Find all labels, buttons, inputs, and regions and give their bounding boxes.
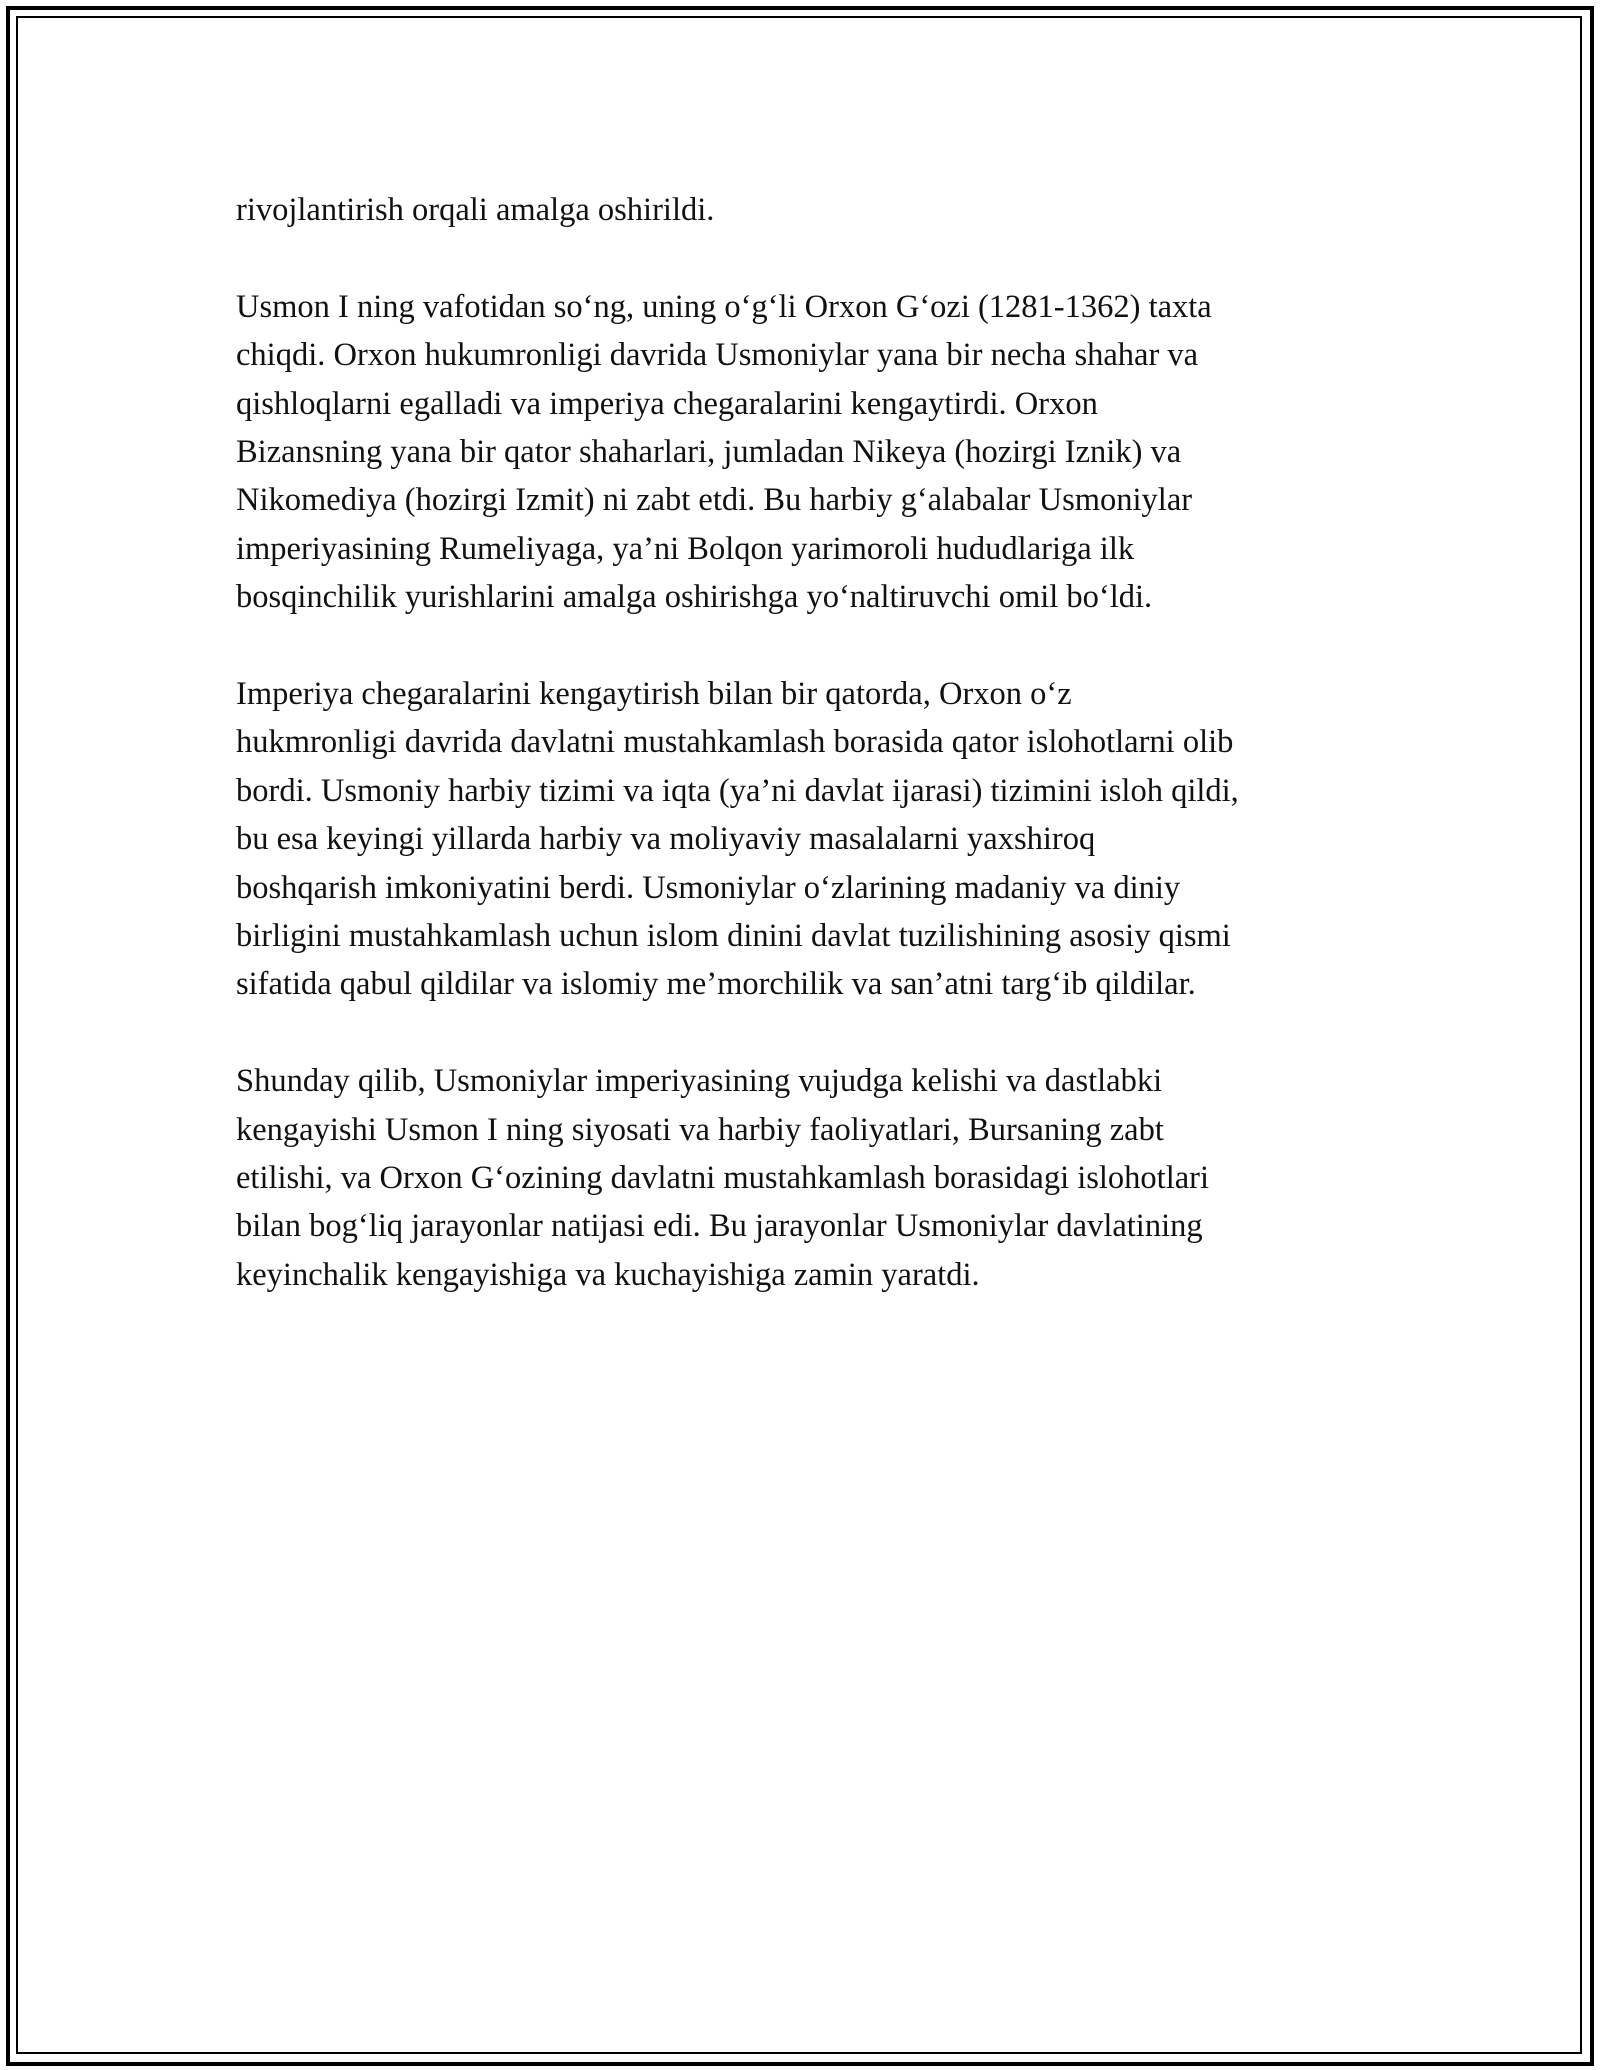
text-line: Usmon I ning vafotidan so‘ng, uning o‘g‘li Orxon G‘ozi (1281-1362) taxta — [236, 288, 1212, 325]
text-line: etilishi, va Orxon G‘ozining davlatni mustahkamlash borasidagi islohotlari — [236, 1160, 1210, 1197]
paragraph-1 — [236, 186, 1376, 234]
text-line: sifatida qabul qildilar va islomiy me’morchilik va san’atni targ‘ib qildilar. — [236, 966, 1196, 1003]
text-line: chiqdi. Orxon hukumronligi davrida Usmoniylar yana bir necha shahar va — [236, 337, 1199, 374]
text-line: hukmronligi davrida davlatni mustahkamlash borasida qator islohotlarni olib — [236, 724, 1234, 761]
paragraph-3 — [236, 670, 1376, 1009]
text-line: rivojlantirish orqali amalga oshirildi. — [236, 192, 715, 228]
text-line: boshqarish imkoniyatini berdi. Usmoniylar o‘zlarining madaniy va diniy — [236, 869, 1181, 906]
text-line: bu esa keyingi yillarda harbiy va moliyaviy masalalarni yaxshiroq — [236, 821, 1096, 858]
text-line: bilan bog‘liq jarayonlar natijasi edi. Bu jarayonlar Usmoniylar davlatining — [236, 1208, 1203, 1245]
text-line: bosqinchilik yurishlarini amalga oshirishga yo‘naltiruvchi omil bo‘ldi. — [236, 579, 1153, 616]
text-line: Imperiya chegaralarini kengaytirish bilan bir qatorda, Orxon o‘z — [236, 676, 1072, 713]
paragraph-4 — [236, 1057, 1376, 1299]
text-line: bordi. Usmoniy harbiy tizimi va iqta (ya’ni davlat ijarasi) tizimini isloh qildi, — [236, 772, 1239, 809]
text-line: Nikomediya (hozirgi Izmit) ni zabt etdi. Bu harbiy g‘alabalar Usmoniylar — [236, 482, 1193, 519]
document-body — [236, 186, 1376, 1348]
text-line: qishloqlarni egalladi va imperiya chegaralarini kengaytirdi. Orxon — [236, 385, 1098, 422]
text-line: Bizansning yana bir qator shaharlari, jumladan Nikeya (hozirgi Iznik) va — [236, 434, 1182, 471]
text-line: Shunday qilib, Usmoniylar imperiyasining vujudga kelishi va dastlabki — [236, 1063, 1163, 1100]
text-line: birligini mustahkamlash uchun islom dinini davlat tuzilishining asosiy qismi — [236, 918, 1231, 955]
paragraph-2 — [236, 283, 1376, 622]
text-line: imperiyasining Rumeliyaga, ya’ni Bolqon yarimoroli hududlariga ilk — [236, 530, 1135, 567]
text-line: kengayishi Usmon I ning siyosati va harbiy faoliyatlari, Bursaning zabt — [236, 1111, 1164, 1148]
text-line: keyinchalik kengayishiga va kuchayishiga zamin yaratdi. — [236, 1256, 980, 1293]
